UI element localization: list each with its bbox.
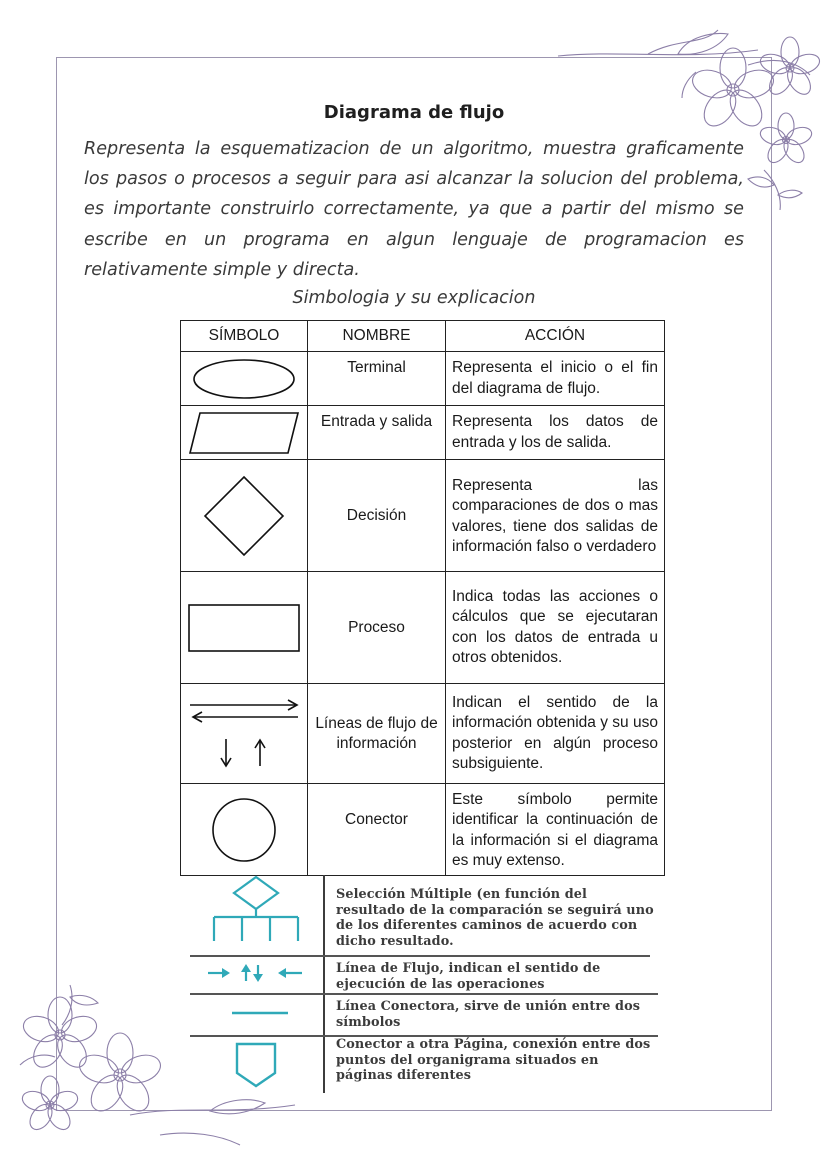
- table-row: [181, 352, 665, 406]
- symbol-name: Decisión: [308, 460, 446, 572]
- symbol-action: Este símbolo permite identificar la continuación de la información si el diagrama es muy extenso.: [446, 784, 665, 876]
- panel-divider-vertical: [323, 875, 325, 1093]
- header-name: NOMBRE: [308, 321, 446, 352]
- symbol-action: Representa el inicio o el fin del diagrama de flujo.: [446, 352, 665, 406]
- symbol-name: Entrada y salida: [308, 406, 446, 460]
- symbol-action: Representa las comparaciones de dos o mas valores, tiene dos salidas de información falso o verdadero: [446, 460, 665, 572]
- table-header-row: [181, 321, 665, 352]
- symbol-name: Conector: [308, 784, 446, 876]
- process-rectangle-icon: [186, 602, 302, 654]
- connector-line-icon: [230, 1003, 290, 1023]
- symbology-table: [180, 320, 665, 876]
- extra-symbol-text: Selección Múltiple (en función del resultado de la comparación se seguirá uno de los diferentes caminos de acuerdo con dicho resultado.: [336, 887, 654, 949]
- table-row: [181, 572, 665, 684]
- terminal-ellipse-icon: [189, 357, 299, 401]
- connector-circle-icon: [209, 795, 279, 865]
- page-title: Diagrama de flujo: [323, 102, 505, 123]
- symbol-action: Indica todas las acciones o cálculos que se ejecutaran con los datos de entrada u otros obtenidos.: [446, 572, 665, 684]
- extra-symbol-text: Línea de Flujo, indican el sentido de ejecución de las operaciones: [336, 961, 601, 992]
- table-row: [181, 784, 665, 876]
- symbol-action: Indican el sentido de la información obtenida y su uso posterior en algún proceso subsiguiente.: [446, 684, 665, 784]
- symbol-cell: [181, 684, 308, 784]
- panel-divider: [190, 993, 658, 995]
- symbol-cell: [181, 352, 308, 406]
- input-output-parallelogram-icon: [186, 410, 302, 456]
- off-page-connector-icon: [234, 1041, 278, 1089]
- symbol-cell: [181, 406, 308, 460]
- table-row: [181, 684, 665, 784]
- extra-symbol-text: Conector a otra Página, conexión entre dos puntos del organigrama situados en páginas diferentes: [336, 1037, 651, 1084]
- symbol-cell: [181, 460, 308, 572]
- multiple-selection-icon: [208, 875, 304, 945]
- symbol-name: Terminal: [308, 352, 446, 406]
- symbol-cell: [181, 572, 308, 684]
- header-symbol: SÍMBOLO: [181, 321, 308, 352]
- table-row: [181, 406, 665, 460]
- symbol-name: Proceso: [308, 572, 446, 684]
- panel-divider: [190, 955, 650, 957]
- symbol-action: Representa los datos de entrada y los de salida.: [446, 406, 665, 460]
- intro-paragraph: Representa la esquematizacion de un algoritmo, muestra graficamente los pasos o procesos a seguir para asi alcanzar la solucion del problema, es importante construirlo correctamente, ya que a partir del mismo se escribe en un programa en algun lenguaje de programacion es relativamente simple y directa.: [84, 139, 744, 280]
- table-subtitle: Simbologia y su explicacion: [292, 288, 536, 308]
- table-row: [181, 460, 665, 572]
- extra-symbol-text: Línea Conectora, sirve de unión entre dos símbolos: [336, 999, 641, 1030]
- flow-line-arrows-icon: [206, 963, 306, 983]
- symbol-name: Líneas de flujo de información: [308, 684, 446, 784]
- symbol-cell: [181, 784, 308, 876]
- decision-diamond-icon: [202, 474, 286, 558]
- extra-symbols-panel: [190, 875, 660, 1095]
- flow-arrows-icon: [186, 697, 302, 771]
- header-action: ACCIÓN: [446, 321, 665, 352]
